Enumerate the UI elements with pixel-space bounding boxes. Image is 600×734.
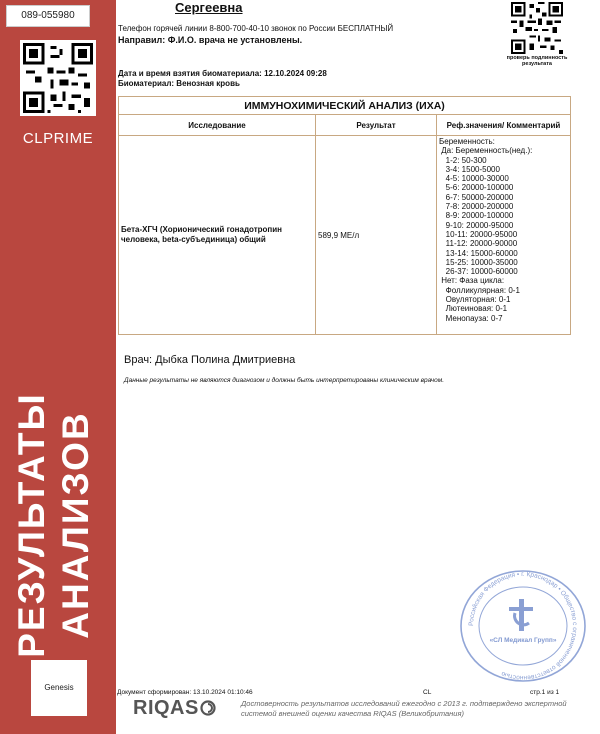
stamp-ring-text: Российская Федерация • г. Краснодар • Общество с ограниченной ответственностью [467, 570, 579, 682]
reference-line: 26-37: 10000-60000 [439, 267, 518, 277]
page-number: стр.1 из 1 [530, 689, 560, 696]
reference-line: 3-4: 1500-5000 [439, 164, 500, 174]
reference-line: 9-10: 20000-95000 [439, 220, 514, 230]
directed-by: Направил: Ф.И.О. врача не установлены. [118, 35, 303, 45]
reference-line: 8-9: 20000-100000 [439, 211, 514, 221]
brand-name: CLPRIME [22, 130, 94, 147]
generated-date: Документ сформирован: 13.10.2024 01:10:46 [117, 689, 253, 696]
reference-line: Нет: Фаза цикла: [439, 276, 505, 286]
sidebar-qr-code-icon [20, 40, 96, 116]
verify-qr-code-icon[interactable] [511, 2, 563, 54]
table-title: ИММУНОХИМИЧЕСКИЙ АНАЛИЗ (ИХА) [119, 97, 571, 115]
disclaimer: Данные результаты не являются диагнозом и должны быть интерпретированы клиническим врачом. [124, 377, 445, 384]
patient-name: Сергеевна [175, 0, 243, 15]
reference-line: 6-7: 50000-200000 [439, 192, 514, 202]
column-header-reference: Реф.значения/ Комментарий [437, 115, 571, 136]
stamp-center-text: «СЛ Медикал Групп» [489, 637, 557, 644]
stamp-logo-icon [509, 599, 533, 631]
partner-logo: Genesis [31, 660, 87, 716]
reference-line: Овуляторная: 0-1 [439, 295, 511, 305]
reference-line: 13-14: 15000-60000 [439, 248, 518, 258]
reference-line: 1-2: 50-300 [439, 155, 487, 165]
sample-datetime: Дата и время взятия биоматериала: 12.10.2024 09:28 [118, 69, 327, 78]
sidebar-band [0, 0, 116, 734]
hotline-text: Телефон горячей линии 8-800-700-40-10 звонок по России БЕСПЛАТНЫЙ [118, 24, 394, 33]
table-header-row [119, 115, 571, 136]
clinic-stamp [459, 569, 587, 684]
vertical-title [10, 335, 98, 715]
column-header-result: Результат [316, 115, 437, 136]
reference-line: 4-5: 10000-30000 [439, 174, 509, 184]
riqas-logo-text: RIQAS [133, 697, 199, 719]
verify-label: проверь подлинность результата [506, 55, 568, 67]
biomaterial: Биоматериал: Венозная кровь [118, 79, 240, 88]
reference-line: 11-12: 20000-90000 [439, 239, 518, 249]
reference-line: 5-6: 20000-100000 [439, 183, 514, 193]
reference-line: 10-11: 20000-95000 [439, 229, 518, 239]
sample-id: 089-055980 [6, 5, 90, 27]
vertical-title-line2: АНАЛИЗОВ [55, 411, 96, 639]
reference-line: 15-25: 10000-35000 [439, 257, 518, 267]
reference-line: 7-8: 20000-200000 [439, 202, 514, 212]
riqas-logo [133, 697, 216, 720]
reference-line: Беременность: [439, 137, 495, 146]
reference-line: Фолликулярная: 0-1 [439, 285, 520, 295]
footer-code: CL [423, 689, 432, 696]
doctor-name: Врач: Дыбка Полина Дмитриевна [124, 354, 296, 366]
test-result: 589,9 МЕ/л [316, 136, 437, 335]
table-row [119, 136, 571, 335]
column-header-test: Исследование [119, 115, 316, 136]
test-name: Бета-ХГЧ (Хорионический гонадотропин человека, beta-субъединица) общий [119, 136, 316, 335]
vertical-title-line1: РЕЗУЛЬТАТЫ [11, 392, 52, 658]
riqas-statement: Достоверность результатов исследований ежегодно с 2013 г. подтверждено экспертной системой внешней оценки качества RIQAS (Великобритания) [241, 699, 567, 718]
reference-line: Менопауза: 0-7 [439, 313, 503, 323]
results-table [118, 96, 571, 335]
reference-line: Да: Беременность(нед.): [439, 146, 533, 156]
reference-values [437, 136, 571, 335]
riqas-swirl-icon [200, 700, 216, 716]
reference-line: Лютеиновая: 0-1 [439, 304, 508, 314]
